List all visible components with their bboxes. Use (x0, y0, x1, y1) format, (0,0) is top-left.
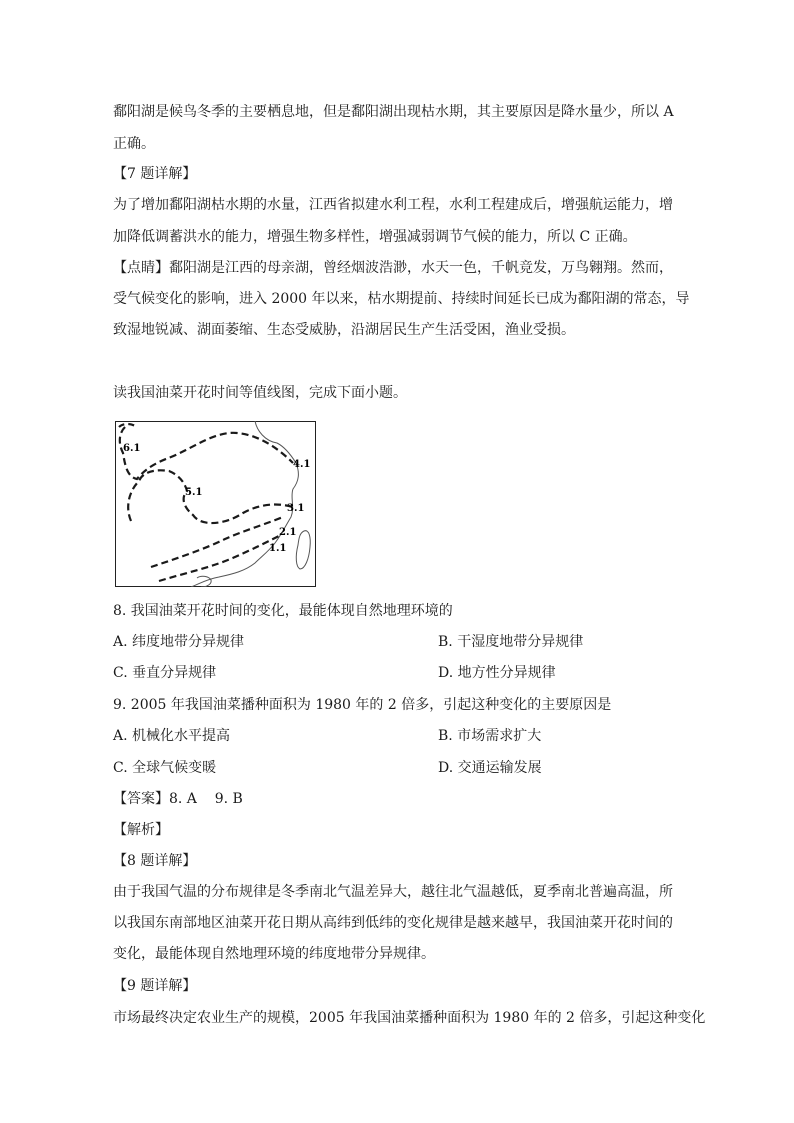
section-header-q9: 【9 题详解】 (113, 978, 197, 994)
isoline-label: 2.1 (279, 527, 297, 538)
text-line: 致湿地锐减、湖面萎缩、生态受威胁，沿湖居民生产生活受困，渔业受损。 (113, 322, 575, 338)
question-8-stem: 8. 我国油菜开花时间的变化，最能体现自然地理环境的 (113, 603, 453, 619)
text-line: 为了增加鄱阳湖枯水期的水量，江西省拟建水利工程，水利工程建成后，增强航运能力，增 (113, 197, 673, 213)
option-8c: C. 垂直分异规律 (113, 665, 217, 681)
option-9b: B. 市场需求扩大 (438, 728, 542, 744)
isoline-label: 6.1 (123, 443, 141, 454)
option-8a: A. 纬度地带分异规律 (113, 634, 245, 650)
answer-line: 【答案】8. A 9. B (113, 791, 243, 807)
text-line: 受气候变化的影响，进入 2000 年以来，枯水期提前、持续时间延长已成为鄱阳湖的常态，导 (113, 291, 690, 307)
option-9c: C. 全球气候变暖 (113, 760, 217, 776)
isoline-label: 4.1 (293, 459, 311, 470)
question-intro: 读我国油菜开花时间等值线图，完成下面小题。 (113, 385, 407, 401)
analysis-header: 【解析】 (113, 822, 169, 838)
text-line: 正确。 (113, 136, 155, 152)
text-line: 变化，最能体现自然地理环境的纬度地带分异规律。 (113, 946, 435, 962)
option-8d: D. 地方性分异规律 (438, 665, 556, 681)
isoline-label: 3.1 (287, 503, 305, 514)
section-header-q8: 【8 题详解】 (113, 853, 197, 869)
option-8b: B. 干湿度地带分异规律 (438, 634, 584, 650)
map-figure (115, 421, 316, 587)
text-line: 由于我国气温的分布规律是冬季南北气温差异大，越往北气温越低，夏季南北普遍高温，所 (113, 884, 673, 900)
text-line: 以我国东南部地区油菜开花日期从高纬到低纬的变化规律是越来越早，我国油菜开花时间的 (113, 915, 673, 931)
option-9a: A. 机械化水平提高 (113, 728, 231, 744)
text-line: 市场最终决定农业生产的规模，2005 年我国油菜播种面积为 1980 年的 2 倍多，引起这种变化 (113, 1010, 706, 1026)
text-line: 加降低调蓄洪水的能力，增强生物多样性，增强减弱调节气候的能力，所以 C 正确。 (113, 229, 637, 245)
text-line: 鄱阳湖是候鸟冬季的主要栖息地，但是鄱阳湖出现枯水期，其主要原因是降水量少，所以 A (113, 104, 674, 120)
section-header-q7: 【7 题详解】 (113, 166, 197, 182)
isoline-label: 1.1 (269, 543, 287, 554)
isoline-map (115, 421, 316, 587)
map-frame (116, 422, 316, 587)
tip-paragraph: 【点睛】鄱阳湖是江西的母亲湖，曾经烟波浩渺，水天一色，千帆竞发，万鸟翱翔。然而， (113, 260, 673, 276)
option-9d: D. 交通运输发展 (438, 760, 542, 776)
question-9-stem: 9. 2005 年我国油菜播种面积为 1980 年的 2 倍多，引起这种变化的主要原因是 (113, 697, 612, 713)
isoline-label: 5.1 (185, 487, 203, 498)
